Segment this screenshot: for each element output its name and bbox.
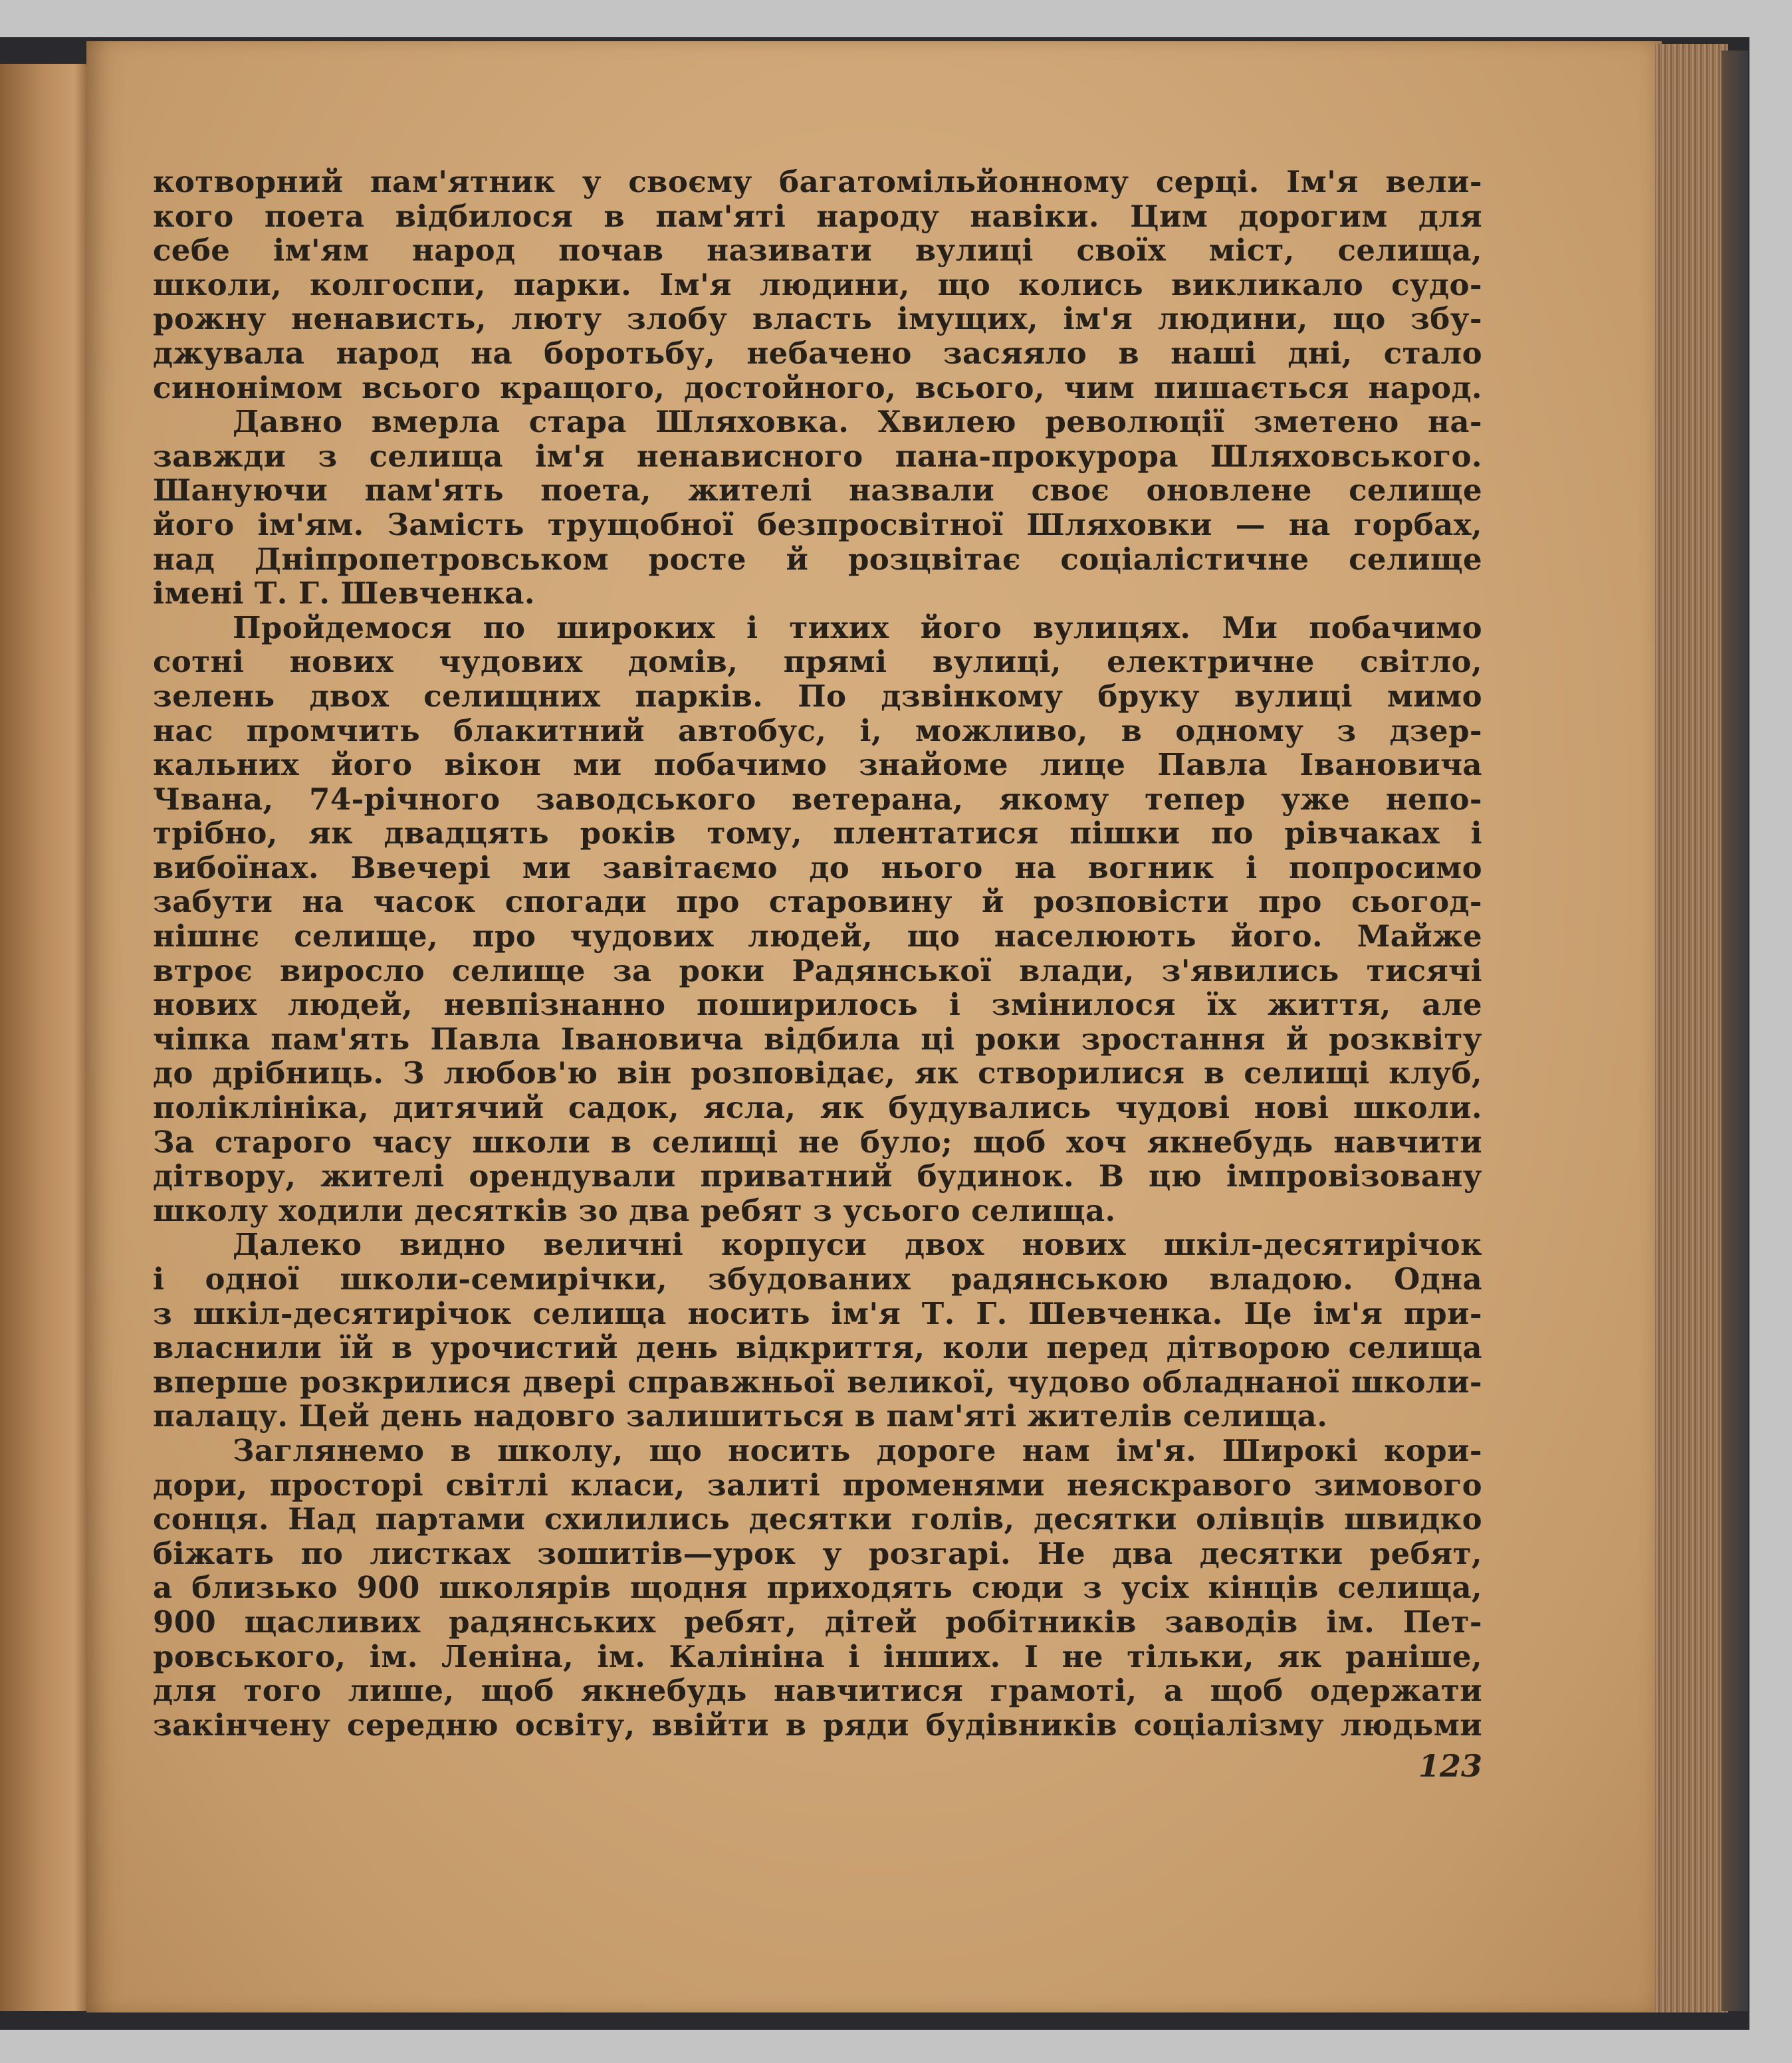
text-line: нових людей, невпізнанно поширилось і змінилося їх життя, але (153, 988, 1482, 1022)
text-line: його ім'ям. Замість трущобної безпросвітної Шляховки — на горбах, (153, 507, 1482, 542)
book-cover-edge (1722, 51, 1748, 2011)
text-line: сотні нових чудових домів, прямі вулиці, електричне світло, (153, 645, 1482, 679)
text-line: кальних його вікон ми побачимо знайоме лице Павла Івановича (153, 748, 1482, 782)
text-line: дори, просторі світлі класи, залиті променями неяскравого зимового (153, 1467, 1482, 1503)
text-line: палацу. Цей день надовго залишиться в пам'яті жителів селища. (153, 1399, 1328, 1434)
text-line: забути на часок спогади про старовину й розповісти про сьогод- (153, 885, 1482, 920)
page-number: 123 (1418, 1748, 1482, 1784)
paragraph-5 (153, 1434, 1482, 1742)
text-line: власнили їй в урочистий день відкриття, коли перед дітворою селища (153, 1331, 1482, 1365)
text-line: вперше розкрилися двері справжньої великої, чудово обладнаної школи- (153, 1364, 1482, 1400)
text-line: втроє виросло селище за роки Радянської влади, з'явились тисячі (153, 953, 1482, 988)
text-line: імені Т. Г. Шевченка. (153, 576, 535, 611)
text-line: 900 щасливих радянських ребят, дітей робітників заводів ім. Пет- (153, 1604, 1482, 1640)
text-line: Далеко видно величні корпуси двох нових шкіл-десятирічок (233, 1228, 1482, 1262)
text-line: трібно, як двадцять років тому, плентатися пішки по рівчаках і (153, 816, 1482, 851)
text-line: до дрібниць. З любов'ю він розповідає, як створилися в селищі клуб, (153, 1056, 1482, 1091)
text-line: чіпка пам'ять Павла Івановича відбила ці роки зростання й розквіту (153, 1022, 1482, 1057)
text-line: для того лише, щоб якнебудь навчитися грамоті, а щоб одержати (153, 1674, 1482, 1708)
text-line: Шануючи пам'ять поета, жителі назвали своє оновлене селище (153, 473, 1482, 508)
text-line: над Дніпропетровськом росте й розцвітає соціалістичне селище (153, 542, 1482, 577)
text-line: зелень двох селищних парків. По дзвінкому бруку вулиці мимо (153, 679, 1482, 714)
paragraph-3 (153, 611, 1482, 1228)
paragraph-4 (153, 1228, 1482, 1434)
text-line: школи, колгоспи, парки. Ім'я людини, що колись викликало судо- (153, 267, 1482, 302)
text-line: з шкіл-десятирічок селища носить ім'я Т. Г. Шевченка. Це ім'я при- (153, 1296, 1482, 1331)
text-line: завжди з селища ім'я ненависного пана-прокурора Шляховського. (153, 439, 1482, 474)
text-line: школу ходили десятків зо два ребят з усього селища. (153, 1193, 1116, 1228)
text-line: вибоїнах. Ввечері ми завітаємо до нього на вогник і попросимо (153, 850, 1482, 885)
paragraph-2 (153, 405, 1482, 611)
text-line: нішнє селище, про чудових людей, що населюють його. Майже (153, 919, 1482, 954)
body-text (153, 165, 1482, 1742)
text-line: Пройдемося по широких і тихих його вулицях. Ми побачимо (233, 610, 1482, 645)
text-line: а близько 900 школярів щодня приходять сюди з усіх кінців селища, (153, 1571, 1482, 1605)
text-line: нас промчить блакитний автобус, і, можливо, в одному з дзер- (153, 713, 1482, 748)
text-line: і одної школи-семирічки, збудованих радянською владою. Одна (153, 1262, 1482, 1297)
text-line: котворний пам'ятник у своєму багатомільйонному серці. Ім'я вели- (153, 165, 1482, 199)
text-line: рожну ненависть, люту злобу власть імущих, ім'я людини, що збу- (153, 302, 1482, 336)
text-line: Заглянемо в школу, що носить дороге нам ім'я. Широкі кори- (233, 1433, 1482, 1468)
text-line: поліклініка, дитячий садок, ясла, як будувались чудові нові школи. (153, 1091, 1482, 1125)
text-line: закінчену середню освіту, ввійти в ряди будівників соціалізму людьми (153, 1707, 1482, 1743)
page-stack-edge (1655, 44, 1728, 2012)
text-line: дітвору, жителі орендували приватний будинок. В цю імпровізовану (153, 1159, 1482, 1194)
text-line: кого поета відбилося в пам'яті народу навіки. Цим дорогим для (153, 199, 1482, 234)
text-line: біжать по листках зошитів—урок у розгарі. Не два десятки ребят, (153, 1536, 1482, 1571)
text-line: себе ім'ям народ почав називати вулиці своїх міст, селища, (153, 233, 1482, 268)
text-line: синонімом всього кращого, достойного, всього, чим пишається народ. (153, 370, 1482, 405)
text-line: ровського, ім. Леніна, ім. Калініна і інших. І не тільки, як раніше, (153, 1639, 1482, 1674)
text-line: джувала народ на боротьбу, небачено засяяло в наші дні, стало (153, 336, 1482, 371)
paragraph-1 (153, 165, 1482, 405)
text-line: За старого часу школи в селищі не було; щоб хоч якнебудь навчити (153, 1125, 1482, 1160)
text-line: Давно вмерла стара Шляховка. Хвилею революції зметено на- (233, 405, 1482, 439)
left-page-edge (0, 64, 93, 2011)
text-line: Чвана, 74-річного заводського ветерана, якому тепер уже непо- (153, 782, 1482, 817)
text-line: сонця. Над партами схилились десятки голів, десятки олівців швидко (153, 1502, 1482, 1537)
